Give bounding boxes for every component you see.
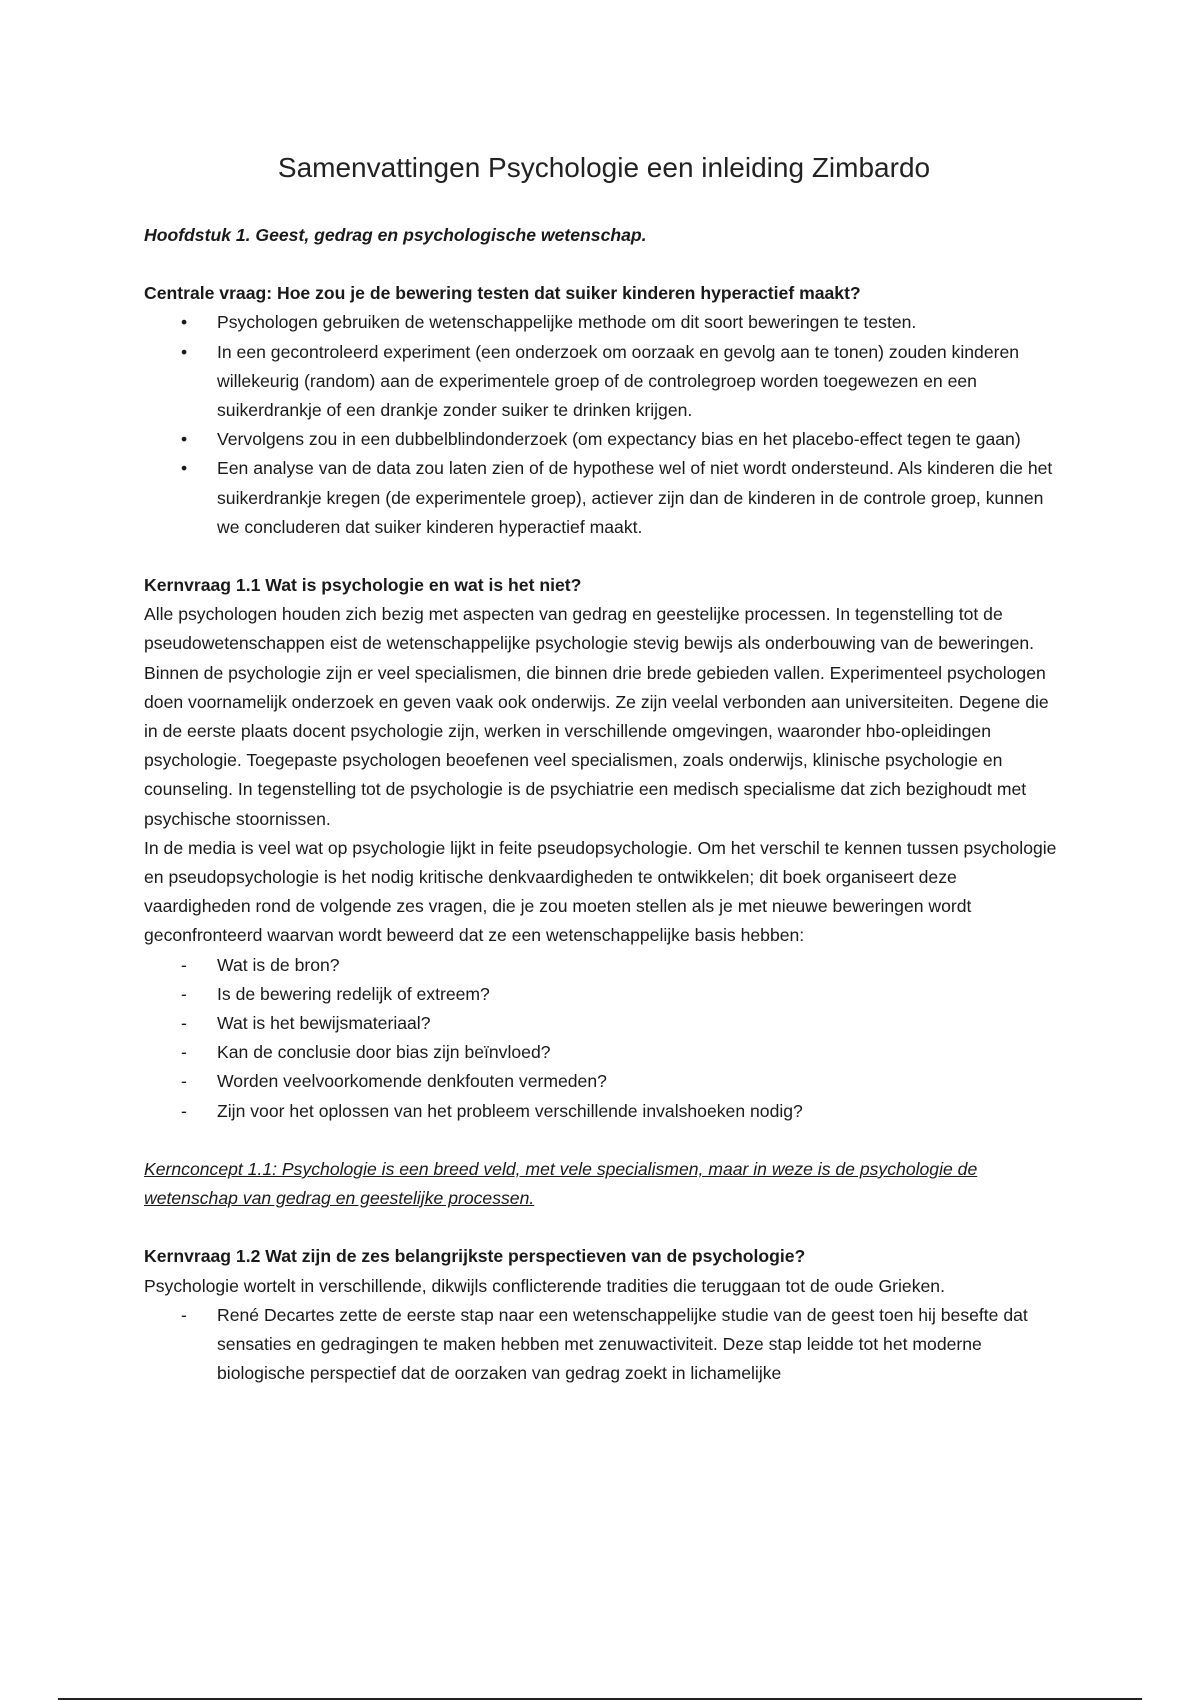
dash-marker: - <box>181 1304 187 1325</box>
list-item-text: Vervolgens zou in een dubbelblindonderzoek (om expectancy bias en het placebo-effect tegen te gaan) <box>217 429 1021 450</box>
list-item-text: René Decartes zette de eerste stap naar een wetenschappelijke studie van de geest toen hij besefte dat sensaties en gedragingen te maken hebben met zenuwactiviteit. Deze stap leidde tot het moderne biologische perspectief dat de oorzaken van gedrag zoekt in lichamelijke <box>217 1304 1028 1384</box>
document-title: Samenvattingen Psychologie een inleiding Zimbardo <box>277 152 931 183</box>
list-item-text: Kan de conclusie door bias zijn beïnvloed? <box>217 1042 551 1063</box>
list-item <box>144 425 1064 454</box>
list-item-text: Wat is het bewijsmateriaal? <box>217 1013 431 1034</box>
dash-marker: - <box>181 983 187 1004</box>
central-question-list <box>144 308 1064 542</box>
spacer <box>144 1126 1064 1155</box>
list-item <box>144 338 1064 426</box>
dash-marker: - <box>181 1013 187 1034</box>
section-1-2-paragraph-1: Psychologie wortelt in verschillende, dikwijls conflicterende tradities die teruggaan tot de oude Grieken. <box>144 1275 945 1296</box>
list-item <box>144 1009 1064 1038</box>
list-item <box>144 951 1064 980</box>
chapter-heading: Hoofdstuk 1. Geest, gedrag en psychologische wetenschap. <box>144 225 647 245</box>
dash-marker: - <box>181 954 187 975</box>
spacer <box>144 1213 1064 1242</box>
list-item <box>144 1301 1064 1389</box>
list-item-text: Wat is de bron? <box>217 954 340 975</box>
page-content <box>144 150 1064 1388</box>
central-question-heading: Centrale vraag: Hoe zou je de bewering testen dat suiker kinderen hyperactief maakt? <box>144 283 861 304</box>
core-concept-1-1: Kernconcept 1.1: Psychologie is een breed veld, met vele specialismen, maar in weze is de psychologie de wetenschap van gedrag en geestelijke processen. <box>144 1158 978 1209</box>
spacer <box>144 542 1064 571</box>
section-1-2-heading: Kernvraag 1.2 Wat zijn de zes belangrijkste perspectieven van de psychologie? <box>144 1246 806 1267</box>
bullet-marker: • <box>181 312 188 333</box>
dash-marker: - <box>181 1100 187 1121</box>
list-item <box>144 1097 1064 1126</box>
dash-marker: - <box>181 1042 187 1063</box>
section-1-2-list <box>144 1301 1064 1389</box>
list-item-text: In een gecontroleerd experiment (een onderzoek om oorzaak en gevolg aan te tonen) zouden kinderen willekeurig (random) aan de experimentele groep of de controlegroep worden toegewezen en een suikerdrankje of een drankje zonder suiker te drinken krijgen. <box>217 341 1020 421</box>
section-1-1-paragraph-2: In de media is veel wat op psychologie lijkt in feite pseudopsychologie. Om het verschil te kennen tussen psychologie en pseudopsychologie is het nodig kritische denkvaardigheden te ontwikkelen; dit boek organiseert deze vaardigheden rond de volgende zes vragen, die je zou moeten stellen als je met nieuwe beweringen wordt geconfronteerd waarvan wordt beweerd dat ze een wetenschappelijke basis hebben: <box>144 837 1057 946</box>
section-1-1-heading: Kernvraag 1.1 Wat is psychologie en wat is het niet? <box>144 575 582 596</box>
list-item <box>144 1067 1064 1096</box>
critical-thinking-questions <box>144 951 1064 1126</box>
list-item-text: Psychologen gebruiken de wetenschappelijke methode om dit soort beweringen te testen. <box>217 312 917 333</box>
bullet-marker: • <box>181 458 188 479</box>
list-item-text: Zijn voor het oplossen van het probleem verschillende invalshoeken nodig? <box>217 1100 803 1121</box>
list-item-text: Een analyse van de data zou laten zien of de hypothese wel of niet wordt ondersteund. Als kinderen die het suikerdrankje kregen (de experimentele groep), actiever zijn dan de kinderen in de controle groep, kunnen we concluderen dat suiker kinderen hyperactief maakt. <box>217 458 1053 537</box>
list-item <box>144 308 1064 337</box>
list-item <box>144 980 1064 1009</box>
bullet-marker: • <box>181 429 188 450</box>
list-item <box>144 454 1064 542</box>
section-1-1-paragraph-1: Alle psychologen houden zich bezig met aspecten van gedrag en geestelijke processen. In tegenstelling tot de pseudowetenschappen eist de wetenschappelijke psychologie stevig bewijs als onderbouwing van de beweringen. Binnen de psychologie zijn er veel specialismen, die binnen drie brede gebieden vallen. Experimenteel psychologen doen voornamelijk onderzoek en geven vaak ook onderwijs. Ze zijn veelal verbonden aan universiteiten. Degene die in de eerste plaats docent psychologie zijn, werken in verschillende omgevingen, waaronder hbo-opleidingen psychologie. Toegepaste psychologen beoefenen veel specialismen, zoals onderwijs, klinische psychologie en counseling. In tegenstelling tot de psychologie is de psychiatrie een medisch specialisme dat zich bezighoudt met psychische stoornissen. <box>144 604 1049 829</box>
bullet-marker: • <box>181 341 188 362</box>
list-item-text: Worden veelvoorkomende denkfouten vermeden? <box>217 1071 607 1092</box>
list-item-text: Is de bewering redelijk of extreem? <box>217 983 490 1004</box>
dash-marker: - <box>181 1071 187 1092</box>
list-item <box>144 1038 1064 1067</box>
